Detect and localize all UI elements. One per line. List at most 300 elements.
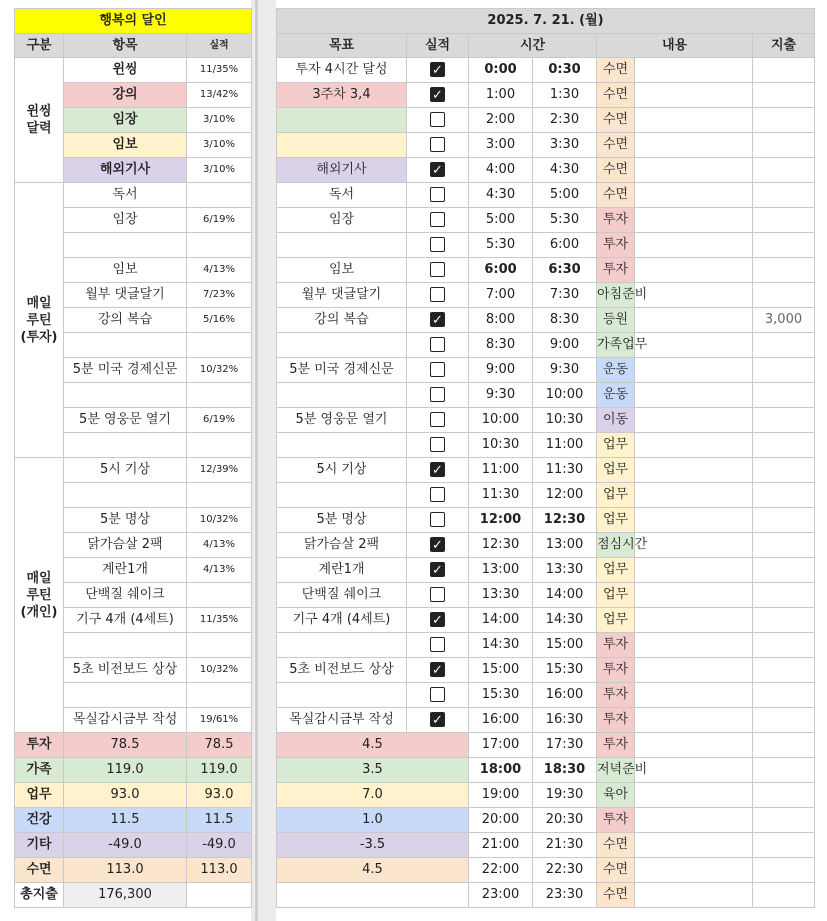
spend-cell[interactable] xyxy=(753,483,815,508)
activity-note-cell[interactable] xyxy=(635,633,753,658)
category-label[interactable]: 투자 xyxy=(15,733,64,758)
end-time[interactable]: 15:30 xyxy=(533,658,597,683)
header-result[interactable]: 실적 xyxy=(187,34,252,58)
activity-note-cell[interactable] xyxy=(635,158,753,183)
activity-cell[interactable]: 투자 xyxy=(597,733,635,758)
empty-checkbox[interactable] xyxy=(430,137,445,152)
empty-checkbox[interactable] xyxy=(430,437,445,452)
end-time[interactable]: 14:00 xyxy=(533,583,597,608)
empty-checkbox[interactable] xyxy=(430,362,445,377)
spend-cell[interactable] xyxy=(753,533,815,558)
done-cell[interactable] xyxy=(407,283,469,308)
start-time[interactable]: 14:30 xyxy=(469,633,533,658)
start-time[interactable]: 6:00 xyxy=(469,258,533,283)
activity-note-cell[interactable] xyxy=(635,383,753,408)
start-time[interactable]: 0:00 xyxy=(469,58,533,83)
start-time[interactable]: 1:00 xyxy=(469,83,533,108)
category-hours[interactable]: 11.5 xyxy=(64,808,187,833)
header-spend[interactable]: 지출 xyxy=(753,34,815,58)
done-cell[interactable] xyxy=(407,708,469,733)
empty-checkbox[interactable] xyxy=(430,637,445,652)
habit-result[interactable] xyxy=(187,683,252,708)
activity-note-cell[interactable] xyxy=(635,408,753,433)
done-cell[interactable] xyxy=(407,108,469,133)
activity-cell[interactable]: 투자 xyxy=(597,258,635,283)
done-cell[interactable] xyxy=(407,208,469,233)
category-hours[interactable]: -49.0 xyxy=(64,833,187,858)
habit-item[interactable] xyxy=(64,683,187,708)
done-cell[interactable] xyxy=(407,608,469,633)
activity-cell[interactable]: 운동 xyxy=(597,358,635,383)
activity-note-cell[interactable] xyxy=(635,558,753,583)
activity-note-cell[interactable] xyxy=(635,708,753,733)
start-time[interactable]: 18:00 xyxy=(469,758,533,783)
spend-cell[interactable] xyxy=(753,633,815,658)
spend-cell[interactable] xyxy=(753,408,815,433)
activity-note-cell[interactable] xyxy=(635,358,753,383)
end-time[interactable]: 2:30 xyxy=(533,108,597,133)
category-goal-hours[interactable]: -3.5 xyxy=(277,833,469,858)
start-time[interactable]: 10:00 xyxy=(469,408,533,433)
done-cell[interactable] xyxy=(407,58,469,83)
empty-checkbox[interactable] xyxy=(430,337,445,352)
goal-cell[interactable]: 닭가슴살 2팩 xyxy=(277,533,407,558)
start-time[interactable]: 12:00 xyxy=(469,508,533,533)
end-time[interactable]: 7:30 xyxy=(533,283,597,308)
activity-note-cell[interactable] xyxy=(635,833,753,858)
empty-checkbox[interactable] xyxy=(430,687,445,702)
end-time[interactable]: 21:30 xyxy=(533,833,597,858)
start-time[interactable]: 15:00 xyxy=(469,658,533,683)
activity-cell[interactable]: 수면 xyxy=(597,83,635,108)
habit-result[interactable] xyxy=(187,633,252,658)
end-time[interactable]: 17:30 xyxy=(533,733,597,758)
start-time[interactable]: 19:00 xyxy=(469,783,533,808)
start-time[interactable]: 7:00 xyxy=(469,283,533,308)
start-time[interactable]: 21:00 xyxy=(469,833,533,858)
activity-note-cell[interactable] xyxy=(635,208,753,233)
end-time[interactable]: 0:30 xyxy=(533,58,597,83)
empty-checkbox[interactable] xyxy=(430,212,445,227)
spend-cell[interactable] xyxy=(753,833,815,858)
activity-note-cell[interactable] xyxy=(635,683,753,708)
end-time[interactable]: 1:30 xyxy=(533,83,597,108)
spend-cell[interactable] xyxy=(753,383,815,408)
spend-cell[interactable] xyxy=(753,208,815,233)
end-time[interactable]: 11:30 xyxy=(533,458,597,483)
spend-cell[interactable] xyxy=(753,433,815,458)
activity-note-cell[interactable] xyxy=(635,133,753,158)
spend-cell[interactable] xyxy=(753,158,815,183)
spend-cell[interactable] xyxy=(753,258,815,283)
group-label[interactable]: 매일 루틴 (투자) xyxy=(15,183,64,458)
spend-cell[interactable] xyxy=(753,658,815,683)
header-goal[interactable]: 목표 xyxy=(277,34,407,58)
end-time[interactable]: 12:00 xyxy=(533,483,597,508)
habit-result[interactable]: 6/19% xyxy=(187,208,252,233)
activity-cell[interactable]: 아침준비 xyxy=(597,283,635,308)
habit-item[interactable]: 기구 4개 (4세트) xyxy=(64,608,187,633)
done-cell[interactable] xyxy=(407,233,469,258)
checked-checkbox[interactable]: ✓ xyxy=(430,612,445,627)
goal-cell[interactable] xyxy=(277,333,407,358)
category-hours-total[interactable]: 78.5 xyxy=(187,733,252,758)
start-time[interactable]: 12:30 xyxy=(469,533,533,558)
end-time[interactable]: 18:30 xyxy=(533,758,597,783)
habit-item[interactable]: 해외기사 xyxy=(64,158,187,183)
habit-result[interactable]: 4/13% xyxy=(187,533,252,558)
habit-result[interactable]: 12/39% xyxy=(187,458,252,483)
activity-note-cell[interactable] xyxy=(635,433,753,458)
spend-cell[interactable] xyxy=(753,283,815,308)
activity-cell[interactable]: 이동 xyxy=(597,408,635,433)
activity-cell[interactable]: 육아 xyxy=(597,783,635,808)
habit-result[interactable] xyxy=(187,433,252,458)
goal-cell[interactable]: 월부 댓글달기 xyxy=(277,283,407,308)
activity-cell[interactable]: 투자 xyxy=(597,208,635,233)
total-spend-label[interactable]: 총지출 xyxy=(15,883,64,908)
category-goal-hours[interactable]: 7.0 xyxy=(277,783,469,808)
habit-result[interactable]: 5/16% xyxy=(187,308,252,333)
activity-note-cell[interactable] xyxy=(635,308,753,333)
goal-cell[interactable]: 5초 비전보드 상상 xyxy=(277,658,407,683)
activity-note-cell[interactable] xyxy=(635,808,753,833)
end-time[interactable]: 14:30 xyxy=(533,608,597,633)
empty-checkbox[interactable] xyxy=(430,112,445,127)
group-label[interactable]: 매일 루틴 (개인) xyxy=(15,458,64,733)
goal-cell[interactable]: 계란1개 xyxy=(277,558,407,583)
goal-cell[interactable]: 강의 복습 xyxy=(277,308,407,333)
checked-checkbox[interactable]: ✓ xyxy=(430,87,445,102)
checked-checkbox[interactable]: ✓ xyxy=(430,462,445,477)
activity-cell[interactable]: 점심시간 xyxy=(597,533,635,558)
done-cell[interactable] xyxy=(407,683,469,708)
habit-item[interactable] xyxy=(64,233,187,258)
activity-cell[interactable]: 가족업무 xyxy=(597,333,635,358)
activity-cell[interactable]: 수면 xyxy=(597,158,635,183)
done-cell[interactable] xyxy=(407,333,469,358)
start-time[interactable]: 11:30 xyxy=(469,483,533,508)
end-time[interactable]: 4:30 xyxy=(533,158,597,183)
end-time[interactable]: 8:30 xyxy=(533,308,597,333)
goal-cell[interactable] xyxy=(277,383,407,408)
goal-cell[interactable]: 5시 기상 xyxy=(277,458,407,483)
start-time[interactable]: 13:30 xyxy=(469,583,533,608)
habit-result[interactable]: 19/61% xyxy=(187,708,252,733)
activity-cell[interactable]: 수면 xyxy=(597,883,635,908)
habit-result[interactable]: 3/10% xyxy=(187,108,252,133)
header-content[interactable]: 내용 xyxy=(597,34,753,58)
checked-checkbox[interactable]: ✓ xyxy=(430,537,445,552)
goal-cell[interactable] xyxy=(277,683,407,708)
header-done[interactable]: 실적 xyxy=(407,34,469,58)
start-time[interactable]: 9:30 xyxy=(469,383,533,408)
goal-cell[interactable] xyxy=(277,133,407,158)
start-time[interactable]: 20:00 xyxy=(469,808,533,833)
spend-cell[interactable] xyxy=(753,133,815,158)
habit-result[interactable] xyxy=(187,183,252,208)
goal-cell[interactable] xyxy=(277,483,407,508)
done-cell[interactable] xyxy=(407,358,469,383)
spend-cell[interactable]: 3,000 xyxy=(753,308,815,333)
spend-cell[interactable] xyxy=(753,108,815,133)
end-time[interactable]: 10:00 xyxy=(533,383,597,408)
habit-result[interactable] xyxy=(187,383,252,408)
goal-cell[interactable]: 3주차 3,4 xyxy=(277,83,407,108)
goal-cell[interactable]: 5분 미국 경제신문 xyxy=(277,358,407,383)
end-time[interactable]: 13:00 xyxy=(533,533,597,558)
habit-item[interactable]: 독서 xyxy=(64,183,187,208)
end-time[interactable]: 9:30 xyxy=(533,358,597,383)
start-time[interactable]: 3:00 xyxy=(469,133,533,158)
group-label[interactable]: 윈씽 달력 xyxy=(15,58,64,183)
activity-cell[interactable]: 수면 xyxy=(597,108,635,133)
category-hours[interactable]: 78.5 xyxy=(64,733,187,758)
activity-cell[interactable]: 수면 xyxy=(597,833,635,858)
goal-cell[interactable] xyxy=(277,108,407,133)
start-time[interactable]: 23:00 xyxy=(469,883,533,908)
end-time[interactable]: 20:30 xyxy=(533,808,597,833)
activity-note-cell[interactable] xyxy=(635,58,753,83)
activity-note-cell[interactable] xyxy=(635,483,753,508)
done-cell[interactable] xyxy=(407,383,469,408)
sheet-title[interactable]: 행복의 달인 xyxy=(15,9,252,34)
done-cell[interactable] xyxy=(407,458,469,483)
spend-cell[interactable] xyxy=(753,58,815,83)
habit-result[interactable]: 7/23% xyxy=(187,283,252,308)
habit-item[interactable] xyxy=(64,383,187,408)
date-title[interactable]: 2025. 7. 21. (월) xyxy=(277,9,815,34)
start-time[interactable]: 11:00 xyxy=(469,458,533,483)
activity-cell[interactable]: 업무 xyxy=(597,433,635,458)
goal-cell[interactable]: 단백질 쉐이크 xyxy=(277,583,407,608)
checked-checkbox[interactable]: ✓ xyxy=(430,312,445,327)
done-cell[interactable] xyxy=(407,158,469,183)
end-time[interactable]: 13:30 xyxy=(533,558,597,583)
activity-note-cell[interactable] xyxy=(635,233,753,258)
habit-item[interactable] xyxy=(64,633,187,658)
habit-item[interactable]: 5분 미국 경제신문 xyxy=(64,358,187,383)
habit-item[interactable]: 계란1개 xyxy=(64,558,187,583)
activity-cell[interactable]: 투자 xyxy=(597,808,635,833)
activity-note-cell[interactable] xyxy=(635,508,753,533)
category-label[interactable]: 업무 xyxy=(15,783,64,808)
start-time[interactable]: 5:30 xyxy=(469,233,533,258)
habit-item[interactable]: 목실감시금부 작성 xyxy=(64,708,187,733)
spend-cell[interactable] xyxy=(753,808,815,833)
activity-note-cell[interactable] xyxy=(635,83,753,108)
start-time[interactable]: 15:30 xyxy=(469,683,533,708)
done-cell[interactable] xyxy=(407,408,469,433)
empty-checkbox[interactable] xyxy=(430,287,445,302)
checked-checkbox[interactable]: ✓ xyxy=(430,62,445,77)
spend-cell[interactable] xyxy=(753,608,815,633)
goal-cell[interactable]: 기구 4개 (4세트) xyxy=(277,608,407,633)
done-cell[interactable] xyxy=(407,583,469,608)
checked-checkbox[interactable]: ✓ xyxy=(430,662,445,677)
done-cell[interactable] xyxy=(407,483,469,508)
activity-note-cell[interactable] xyxy=(635,333,753,358)
habit-result[interactable]: 10/32% xyxy=(187,358,252,383)
done-cell[interactable] xyxy=(407,308,469,333)
category-hours[interactable]: 119.0 xyxy=(64,758,187,783)
goal-cell[interactable]: 5분 명상 xyxy=(277,508,407,533)
done-cell[interactable] xyxy=(407,633,469,658)
activity-cell[interactable]: 업무 xyxy=(597,483,635,508)
empty-checkbox[interactable] xyxy=(430,412,445,427)
category-label[interactable]: 수면 xyxy=(15,858,64,883)
start-time[interactable]: 4:30 xyxy=(469,183,533,208)
activity-note-cell[interactable] xyxy=(635,658,753,683)
category-goal-hours[interactable]: 1.0 xyxy=(277,808,469,833)
habit-item[interactable]: 닭가슴살 2팩 xyxy=(64,533,187,558)
category-hours-total[interactable]: -49.0 xyxy=(187,833,252,858)
end-time[interactable]: 11:00 xyxy=(533,433,597,458)
habit-result[interactable]: 10/32% xyxy=(187,658,252,683)
habit-result[interactable]: 3/10% xyxy=(187,133,252,158)
habit-item[interactable]: 임장 xyxy=(64,208,187,233)
category-goal-hours[interactable]: 3.5 xyxy=(277,758,469,783)
end-time[interactable]: 22:30 xyxy=(533,858,597,883)
start-time[interactable]: 17:00 xyxy=(469,733,533,758)
end-time[interactable]: 5:30 xyxy=(533,208,597,233)
category-hours-total[interactable]: 119.0 xyxy=(187,758,252,783)
activity-cell[interactable]: 투자 xyxy=(597,233,635,258)
category-label[interactable]: 기타 xyxy=(15,833,64,858)
total-spend-empty[interactable] xyxy=(187,883,252,908)
end-time[interactable]: 5:00 xyxy=(533,183,597,208)
activity-note-cell[interactable] xyxy=(635,283,753,308)
start-time[interactable]: 13:00 xyxy=(469,558,533,583)
activity-cell[interactable]: 업무 xyxy=(597,608,635,633)
done-cell[interactable] xyxy=(407,558,469,583)
category-label[interactable]: 가족 xyxy=(15,758,64,783)
end-time[interactable]: 23:30 xyxy=(533,883,597,908)
habit-result[interactable] xyxy=(187,333,252,358)
activity-note-cell[interactable] xyxy=(635,108,753,133)
habit-item[interactable]: 임보 xyxy=(64,133,187,158)
habit-result[interactable]: 10/32% xyxy=(187,508,252,533)
habit-result[interactable]: 6/19% xyxy=(187,408,252,433)
category-goal-hours[interactable]: 4.5 xyxy=(277,858,469,883)
category-goal-hours[interactable]: 4.5 xyxy=(277,733,469,758)
activity-note-cell[interactable] xyxy=(635,533,753,558)
habit-item[interactable]: 강의 복습 xyxy=(64,308,187,333)
activity-cell[interactable]: 업무 xyxy=(597,508,635,533)
activity-cell[interactable]: 수면 xyxy=(597,58,635,83)
spend-cell[interactable] xyxy=(753,558,815,583)
start-time[interactable]: 5:00 xyxy=(469,208,533,233)
spend-cell[interactable] xyxy=(753,508,815,533)
start-time[interactable]: 4:00 xyxy=(469,158,533,183)
habit-item[interactable]: 윈씽 xyxy=(64,58,187,83)
end-time[interactable]: 6:00 xyxy=(533,233,597,258)
habit-item[interactable]: 임보 xyxy=(64,258,187,283)
start-time[interactable]: 9:00 xyxy=(469,358,533,383)
goal-cell[interactable]: 해외기사 xyxy=(277,158,407,183)
checked-checkbox[interactable]: ✓ xyxy=(430,562,445,577)
activity-cell[interactable]: 업무 xyxy=(597,583,635,608)
goal-cell[interactable]: 임보 xyxy=(277,258,407,283)
activity-cell[interactable]: 투자 xyxy=(597,683,635,708)
habit-item[interactable] xyxy=(64,333,187,358)
activity-note-cell[interactable] xyxy=(635,733,753,758)
habit-result[interactable] xyxy=(187,583,252,608)
spend-cell[interactable] xyxy=(753,358,815,383)
activity-note-cell[interactable] xyxy=(635,183,753,208)
category-hours-total[interactable]: 93.0 xyxy=(187,783,252,808)
done-cell[interactable] xyxy=(407,533,469,558)
habit-item[interactable]: 5시 기상 xyxy=(64,458,187,483)
done-cell[interactable] xyxy=(407,658,469,683)
activity-cell[interactable]: 업무 xyxy=(597,458,635,483)
empty-checkbox[interactable] xyxy=(430,387,445,402)
activity-note-cell[interactable] xyxy=(635,458,753,483)
end-time[interactable]: 3:30 xyxy=(533,133,597,158)
activity-note-cell[interactable] xyxy=(635,608,753,633)
spend-cell[interactable] xyxy=(753,758,815,783)
done-cell[interactable] xyxy=(407,508,469,533)
spend-cell[interactable] xyxy=(753,583,815,608)
habit-item[interactable]: 임장 xyxy=(64,108,187,133)
spend-cell[interactable] xyxy=(753,883,815,908)
empty-checkbox[interactable] xyxy=(430,262,445,277)
category-hours-total[interactable]: 11.5 xyxy=(187,808,252,833)
goal-cell[interactable]: 목실감시금부 작성 xyxy=(277,708,407,733)
goal-cell[interactable]: 5분 영웅문 열기 xyxy=(277,408,407,433)
empty-checkbox[interactable] xyxy=(430,487,445,502)
activity-cell[interactable]: 수면 xyxy=(597,183,635,208)
start-time[interactable]: 2:00 xyxy=(469,108,533,133)
spend-cell[interactable] xyxy=(753,683,815,708)
habit-item[interactable] xyxy=(64,433,187,458)
end-time[interactable]: 16:30 xyxy=(533,708,597,733)
goal-cell[interactable]: 독서 xyxy=(277,183,407,208)
activity-note-cell[interactable] xyxy=(635,258,753,283)
spend-cell[interactable] xyxy=(753,783,815,808)
empty-checkbox[interactable] xyxy=(430,587,445,602)
spend-cell[interactable] xyxy=(753,733,815,758)
goal-cell[interactable]: 임장 xyxy=(277,208,407,233)
habit-result[interactable]: 3/10% xyxy=(187,158,252,183)
habit-item[interactable]: 5분 명상 xyxy=(64,508,187,533)
spend-cell[interactable] xyxy=(753,708,815,733)
total-spend-value[interactable]: 176,300 xyxy=(64,883,187,908)
activity-note-cell[interactable] xyxy=(635,783,753,808)
header-time[interactable]: 시간 xyxy=(469,34,597,58)
habit-result[interactable] xyxy=(187,233,252,258)
habit-item[interactable]: 월부 댓글달기 xyxy=(64,283,187,308)
activity-note-cell[interactable] xyxy=(635,858,753,883)
done-cell[interactable] xyxy=(407,433,469,458)
activity-cell[interactable]: 투자 xyxy=(597,633,635,658)
done-cell[interactable] xyxy=(407,133,469,158)
category-label[interactable]: 건강 xyxy=(15,808,64,833)
start-time[interactable]: 22:00 xyxy=(469,858,533,883)
habit-result[interactable] xyxy=(187,483,252,508)
header-category[interactable]: 구분 xyxy=(15,34,64,58)
start-time[interactable]: 8:30 xyxy=(469,333,533,358)
start-time[interactable]: 16:00 xyxy=(469,708,533,733)
end-time[interactable]: 12:30 xyxy=(533,508,597,533)
activity-cell[interactable]: 수면 xyxy=(597,858,635,883)
header-item[interactable]: 항목 xyxy=(64,34,187,58)
end-time[interactable]: 10:30 xyxy=(533,408,597,433)
goal-cell[interactable] xyxy=(277,633,407,658)
habit-result[interactable]: 4/13% xyxy=(187,558,252,583)
activity-cell[interactable]: 수면 xyxy=(597,133,635,158)
activity-note-cell[interactable] xyxy=(635,758,753,783)
